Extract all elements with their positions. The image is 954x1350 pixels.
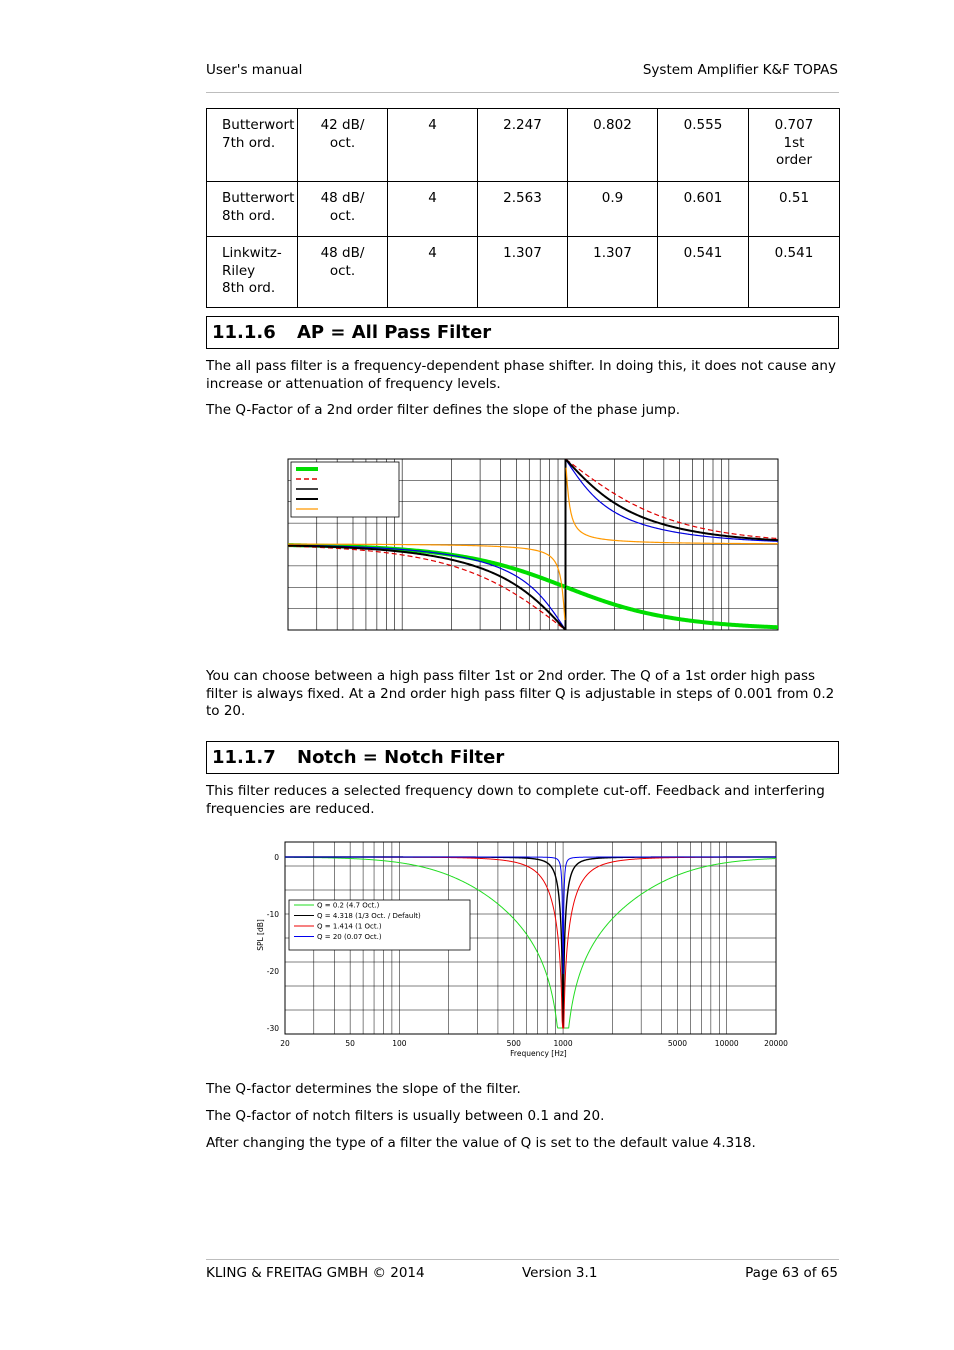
section-number: 11.1.7 xyxy=(212,747,276,768)
x-tick-label: 1000 xyxy=(553,1039,573,1048)
section-title: AP = All Pass Filter xyxy=(297,322,492,343)
table-cell: 4 xyxy=(388,109,478,182)
notch-filter-chart xyxy=(245,832,800,1064)
paragraph: The all pass filter is a frequency-dependent phase shifter. In doing this, it does not cause any increase or attenuation of frequency levels. xyxy=(206,358,836,392)
table-cell: 0.51 xyxy=(749,182,840,237)
x-tick-label: 10000 xyxy=(714,1039,739,1048)
paragraph: After changing the type of a filter the value of Q is set to the default value 4.318. xyxy=(206,1135,756,1151)
table-cell: 0.707 1st order xyxy=(749,109,840,182)
header-right: System Amplifier K&F TOPAS xyxy=(642,62,838,78)
table-cell: 0.802 xyxy=(568,109,658,182)
x-tick-label: 5000 xyxy=(667,1039,688,1048)
section-heading-notch xyxy=(206,741,839,774)
table-cell: 2.247 xyxy=(478,109,568,182)
chart-legend xyxy=(291,462,399,517)
footer-right: Page 63 of 65 xyxy=(745,1265,838,1281)
table-cell: Linkwitz- Riley 8th ord. xyxy=(207,237,298,308)
header-rule xyxy=(206,92,839,93)
table-cell: 1.307 xyxy=(568,237,658,308)
x-tick-label: 20000 xyxy=(764,1039,788,1048)
section-number: 11.1.6 xyxy=(212,322,276,343)
paragraph: The Q-factor of notch filters is usually between 0.1 and 20. xyxy=(206,1108,605,1124)
table-cell: 0.541 xyxy=(658,237,749,308)
paragraph: The Q-Factor of a 2nd order filter defines the slope of the phase jump. xyxy=(206,402,681,418)
x-tick-label: 20 xyxy=(280,1039,290,1048)
y-tick-label: -20 xyxy=(266,967,279,976)
all-pass-phase-chart xyxy=(280,450,790,640)
table-row xyxy=(207,182,840,237)
section-title: Notch = Notch Filter xyxy=(297,747,505,768)
section-heading-all-pass xyxy=(206,316,839,349)
x-tick-label: 100 xyxy=(392,1039,407,1048)
table-cell: 48 dB/ oct. xyxy=(298,237,388,308)
table-cell: 4 xyxy=(388,182,478,237)
legend-label: Q = 0.2 (4.7 Oct.) xyxy=(317,901,380,910)
table-row xyxy=(207,237,840,308)
filter-spec-table xyxy=(206,108,840,308)
x-tick-label: 50 xyxy=(345,1039,355,1048)
table-cell: Butterwort 7th ord. xyxy=(207,109,298,182)
table-cell: 0.541 xyxy=(749,237,840,308)
table-cell: 4 xyxy=(388,237,478,308)
table-cell: 48 dB/ oct. xyxy=(298,182,388,237)
y-tick-label: 0 xyxy=(274,853,279,862)
y-axis-label: SPL [dB] xyxy=(256,919,265,951)
y-tick-label: -30 xyxy=(266,1024,279,1033)
table-cell: 2.563 xyxy=(478,182,568,237)
x-axis-label: Frequency [Hz] xyxy=(510,1049,567,1058)
paragraph: You can choose between a high pass filter 1st or 2nd order. The Q of a 1st order high pass filter is always fixed. At a 2nd order high pass filter Q is adjustable in steps of 0.001 from 0.2 to 20. xyxy=(206,668,835,719)
table-row xyxy=(207,109,840,182)
phase-curve-1st-order xyxy=(288,545,778,627)
footer-left: KLING & FREITAG GMBH © 2014 xyxy=(206,1265,425,1281)
footer-center: Version 3.1 xyxy=(522,1265,598,1281)
chart-legend xyxy=(289,900,470,950)
legend-label: Q = 4.318 (1/3 Oct. / Default) xyxy=(317,912,421,920)
table-cell: 1.307 xyxy=(478,237,568,308)
table-cell: 0.9 xyxy=(568,182,658,237)
footer-rule xyxy=(206,1259,839,1260)
table-cell: Butterwort 8th ord. xyxy=(207,182,298,237)
table-cell: 42 dB/ oct. xyxy=(298,109,388,182)
table-cell: 0.555 xyxy=(658,109,749,182)
y-tick-label: -10 xyxy=(266,910,279,919)
legend-label: Q = 20 (0.07 Oct.) xyxy=(317,933,382,941)
paragraph: This filter reduces a selected frequency down to complete cut-off. Feedback and interfering frequencies are reduced. xyxy=(206,783,825,817)
legend-label: Q = 1.414 (1 Oct.) xyxy=(317,922,382,931)
table-cell: 0.601 xyxy=(658,182,749,237)
header-left: User's manual xyxy=(206,62,303,78)
paragraph: The Q-factor determines the slope of the filter. xyxy=(206,1081,521,1097)
x-tick-label: 500 xyxy=(506,1039,521,1048)
